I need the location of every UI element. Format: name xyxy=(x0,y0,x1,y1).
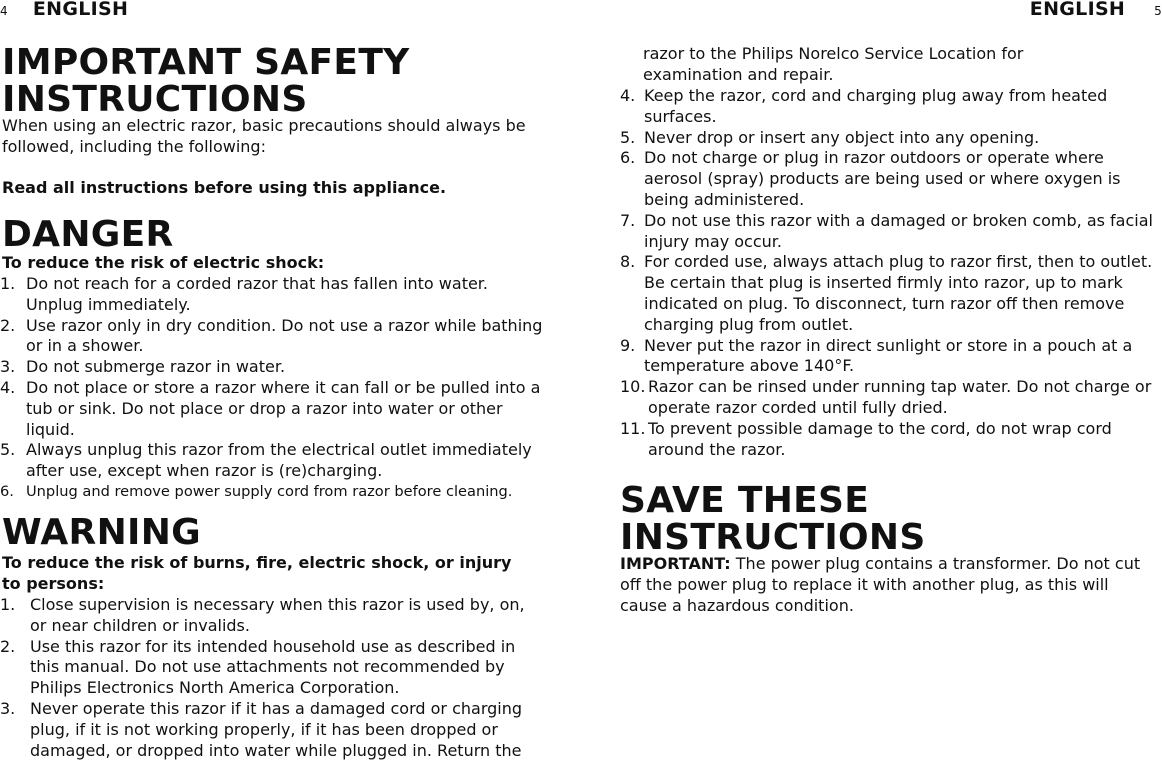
left-page xyxy=(0,0,560,761)
list-item: 1. Do not reach for a corded razor that has fallen into water. Unplug immediately. xyxy=(0,274,488,314)
list-item: 4. Keep the razor, cord and charging plug away from heated surfaces. xyxy=(620,86,1108,126)
right-page-header xyxy=(1030,0,1162,20)
important-note xyxy=(620,554,1150,616)
list-item: 6. Do not charge or plug in razor outdoors or operate where aerosol (spray) products are being used or where oxygen is being administered. xyxy=(620,148,1121,209)
list-item: 2. Use razor only in dry condition. Do not use a razor while bathing or in a shower. xyxy=(0,315,543,356)
left-page-header xyxy=(0,0,128,20)
list-item: 4. Do not place or store a razor where it can fall or be pulled into a tub or sink. Do not place or drop a razor into water or other liquid. xyxy=(0,377,541,439)
list-item: 10. Razor can be rinsed under running tap water. Do not charge or operate razor corded until fully dried. xyxy=(620,377,1152,417)
title-line-2: INSTRUCTIONS xyxy=(2,79,308,120)
save-title-line-1: SAVE THESE xyxy=(620,480,870,521)
warning-list xyxy=(0,595,540,761)
danger-heading: DANGER xyxy=(2,214,174,255)
title-line-1: IMPORTANT SAFETY xyxy=(2,42,410,83)
list-item: 2. Use this razor for its intended household use as described in this manual. Do not use attachments not recommended by Philips Electronics North America Corporation. xyxy=(0,636,516,698)
list-item: 7. Do not use this razor with a damaged or broken comb, as facial injury may occur. xyxy=(620,210,1153,251)
intro-text: When using an electric razor, basic precautions should always be followed, including the following: xyxy=(2,116,526,156)
right-page xyxy=(620,0,1162,761)
page-number: 4 xyxy=(0,4,8,18)
important-label: IMPORTANT: xyxy=(620,554,731,573)
save-title-line-2: INSTRUCTIONS xyxy=(620,517,926,558)
danger-list xyxy=(0,274,545,503)
warning-heading: WARNING xyxy=(2,512,201,553)
read-all-notice: Read all instructions before using this appliance. xyxy=(2,178,447,197)
safety-title xyxy=(2,44,552,118)
list-item: 5. Never drop or insert any object into any opening. xyxy=(620,127,1040,147)
important-text: The power plug contains a transformer. Do not cut off the power plug to replace it with another plug, as this will cause a hazardous condition. xyxy=(620,554,1141,615)
list-item: 11. To prevent possible damage to the cord, do not wrap cord around the razor. xyxy=(620,418,1112,459)
list-item: 3. Do not submerge razor in water. xyxy=(0,357,286,377)
list-item: 6. Unplug and remove power supply cord from razor before cleaning. xyxy=(0,482,513,500)
list-item: 1. Close supervision is necessary when this razor is used by, on, or near children or invalids. xyxy=(0,595,525,635)
save-instructions-title xyxy=(620,482,1160,556)
danger-subheading: To reduce the risk of electric shock: xyxy=(2,253,325,272)
warning-subheading: To reduce the risk of burns, fire, electric shock, or injury to persons: xyxy=(2,553,512,593)
list-item: 9. Never put the razor in direct sunlight or store in a pouch at a temperature above 140°F. xyxy=(620,335,1133,376)
language-header: ENGLISH xyxy=(1029,0,1126,20)
continued-item-text: razor to the Philips Norelco Service Location for examination and repair. xyxy=(643,44,1024,84)
list-item: 3. Never operate this razor if it has a damaged cord or charging plug, if it is not working properly, if it has been dropped or damaged, or dropped into water while plugged in. Return the xyxy=(0,698,523,760)
language-header: ENGLISH xyxy=(32,0,129,20)
list-item: 5. Always unplug this razor from the electrical outlet immediately after use, except when razor is (re)charging. xyxy=(0,440,532,481)
page-number: 5 xyxy=(1154,4,1162,18)
list-item: 8. For corded use, always attach plug to razor first, then to outlet. Be certain that plug is inserted firmly into razor, up to mark indicated on plug. To disconnect, turn razor off then remove charging plug from outlet. xyxy=(620,252,1153,334)
right-list xyxy=(620,86,1162,460)
